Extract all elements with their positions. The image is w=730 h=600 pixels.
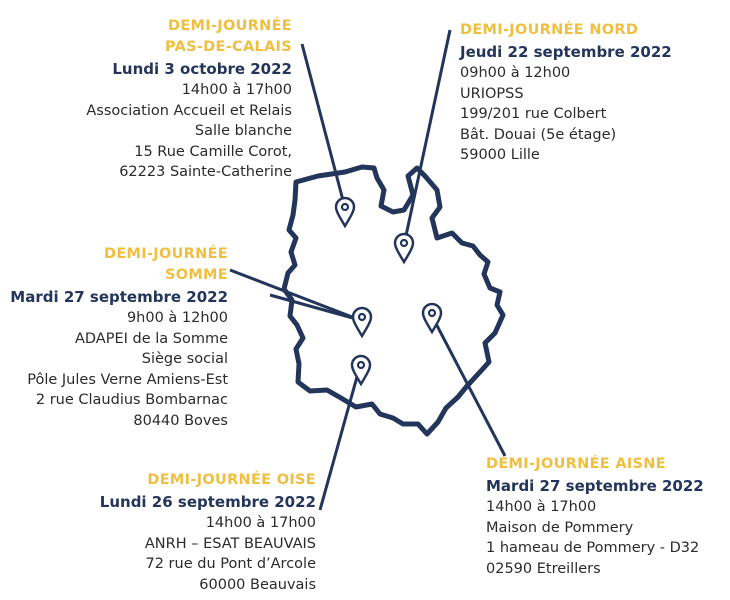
location-pin-icon[interactable]	[336, 198, 354, 226]
event-time: 14h00 à 17h00	[205, 515, 316, 531]
event-venue: URIOPSS	[460, 85, 524, 102]
location-pin-icon[interactable]	[395, 234, 413, 262]
event-city: 59000 Lille	[460, 147, 540, 163]
leader-line-nord	[404, 30, 450, 245]
event-street: 1 hameau de Pommery - D32	[486, 540, 700, 556]
location-pin-icon[interactable]	[353, 308, 371, 336]
event-heading: SOMME	[164, 267, 228, 283]
event-room: Salle blanche	[194, 123, 292, 139]
event-date: Mardi 27 septembre 2022	[10, 288, 228, 306]
event-time: 14h00 à 17h00	[486, 499, 597, 515]
event-heading: PAS-DE-CALAIS	[164, 39, 292, 55]
event-venue: Maison de Pommery	[486, 519, 634, 536]
event-date: Lundi 3 octobre 2022	[112, 60, 292, 78]
event-aisne	[486, 454, 704, 579]
leader-line-pas-de-calais	[302, 44, 345, 208]
event-date: Lundi 26 septembre 2022	[99, 493, 316, 511]
event-site: Pôle Jules Verne Amiens-Est	[27, 371, 228, 388]
event-heading: DEMI-JOURNÉE OISE	[147, 472, 316, 488]
event-venue: ANRH – ESAT BEAUVAIS	[144, 535, 316, 552]
event-venue: ADAPEI de la Somme	[74, 330, 228, 347]
leader-line-somme	[230, 270, 360, 320]
event-somme	[10, 244, 228, 431]
event-time: 9h00 à 12h00	[126, 310, 228, 326]
event-venue: Association Accueil et Relais	[86, 102, 292, 119]
event-date: Jeudi 22 septembre 2022	[460, 43, 672, 61]
event-street: 2 rue Claudius Bombarnac	[35, 392, 228, 408]
region-outline	[284, 167, 503, 434]
event-time: 09h00 à 12h00	[460, 65, 571, 81]
event-city: 62223 Sainte-Catherine	[119, 164, 292, 180]
event-city: 80440 Boves	[133, 412, 228, 429]
event-street: 199/201 rue Colbert	[460, 106, 607, 122]
event-heading: DEMI-JOURNÉE	[168, 18, 292, 34]
event-city: 60000 Beauvais	[199, 576, 316, 593]
event-building: Bât. Douai (5e étage)	[460, 126, 617, 143]
event-heading: DEMI-JOURNÉE NORD	[460, 22, 639, 38]
event-nord	[460, 20, 672, 166]
event-street: 15 Rue Camille Corot,	[134, 143, 292, 160]
event-office: Siège social	[141, 351, 228, 367]
event-street: 72 rue du Pont d’Arcole	[145, 556, 316, 572]
event-pas-de-calais	[86, 16, 292, 183]
event-oise	[100, 470, 316, 595]
event-heading: DEMI-JOURNÉE	[104, 246, 228, 262]
event-heading: DEMI-JOURNÉE AISNE	[486, 456, 666, 472]
event-date: Mardi 27 septembre 2022	[486, 477, 704, 495]
event-time: 14h00 à 17h00	[181, 82, 292, 98]
leader-line-somme-2	[270, 295, 360, 320]
event-city: 02590 Etreillers	[486, 560, 601, 577]
